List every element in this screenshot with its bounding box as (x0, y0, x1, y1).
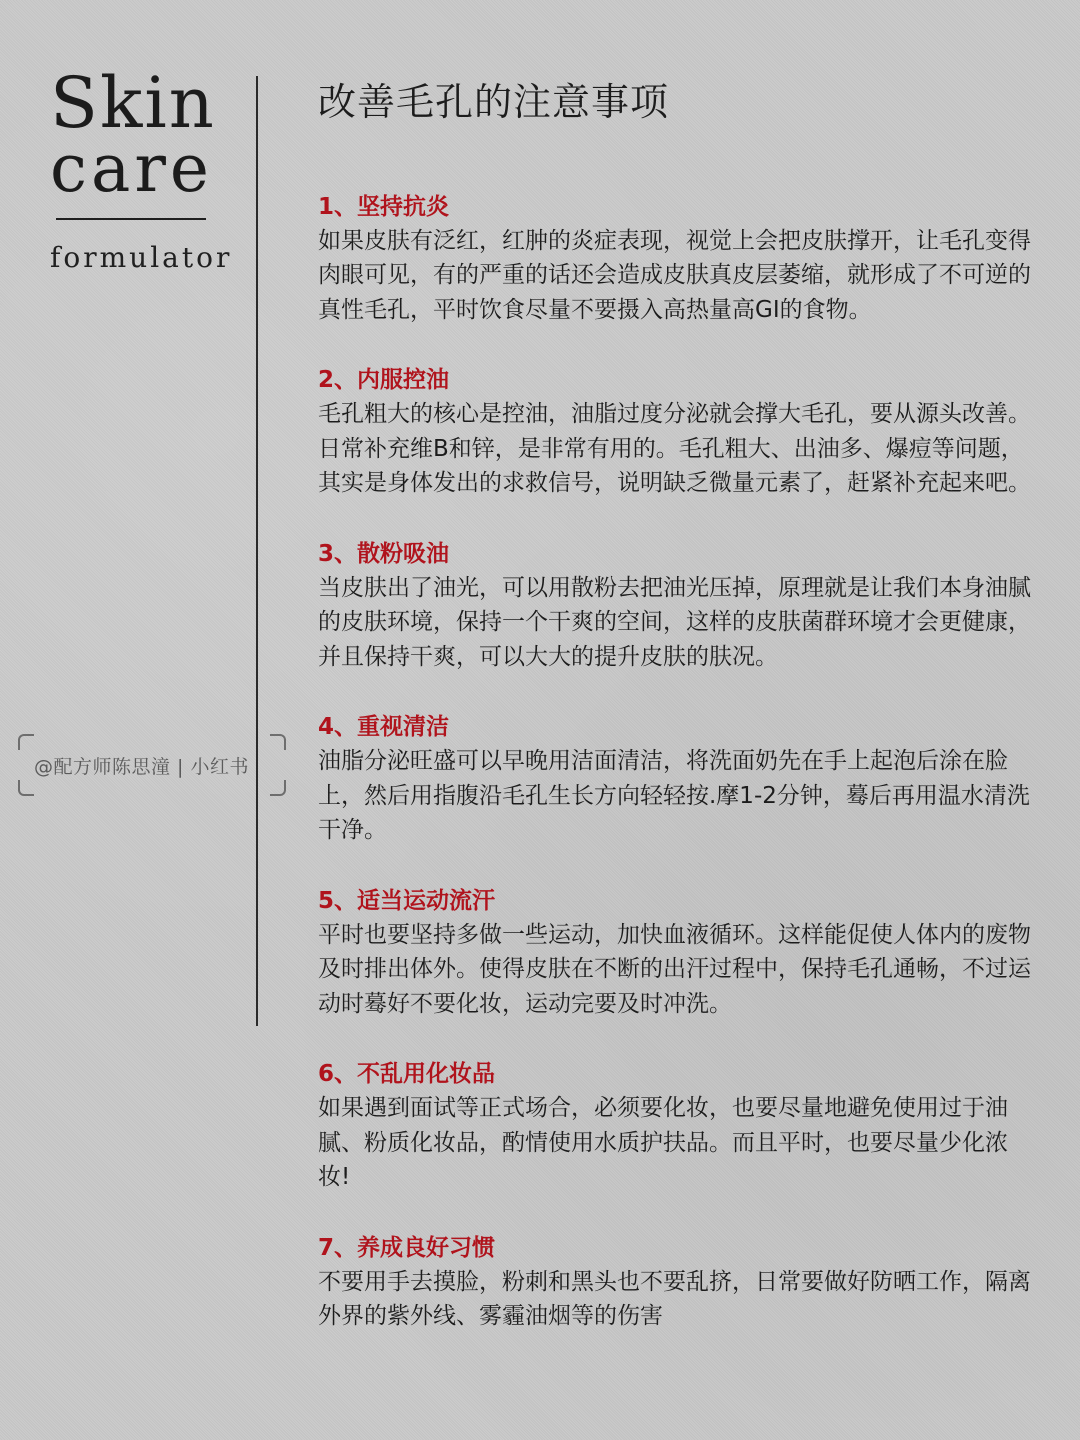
tip-body: 油脂分泌旺盛可以早晚用洁面清洁，将洗面奶先在手上起泡后涂在脸上，然后用指腹沿毛孔生长方向轻轻按.摩1-2分钟，蓦后再用温水清洗干净。 (318, 748, 1030, 844)
tip-item (318, 190, 1038, 328)
tip-heading: 4、重视清洁 (318, 714, 450, 741)
watermark (18, 734, 286, 796)
tip-item (318, 1057, 1038, 1195)
watermark-corner-top-right (270, 734, 286, 750)
tip-item (318, 363, 1038, 501)
brand-panel (0, 0, 256, 1440)
tip-body: 毛孔粗大的核心是控油，油脂过度分泌就会撑大毛孔，要从源头改善。日常补充维B和锌，是非常有用的。毛孔粗大、出油多、爆痘等问题，其实是身体发出的求救信号，说明缺乏微量元素了，赶紧补充起来吧。 (318, 401, 1031, 497)
tip-heading: 3、散粉吸油 (318, 540, 450, 567)
tip-body: 不要用手去摸脸，粉刺和黑头也不要乱挤，日常要做好防晒工作，隔离外界的紫外线、雾霾油烟等的伤害 (318, 1268, 1031, 1330)
tip-body: 当皮肤出了油光，可以用散粉去把油光压掉，原理就是让我们本身油腻的皮肤环境，保持一个干爽的空间，这样的皮肤菌群环境才会更健康，并且保持干爽，可以大大的提升皮肤的肤况。 (318, 574, 1031, 670)
tip-body: 如果皮肤有泛红，红肿的炎症表现，视觉上会把皮肤撑开，让毛孔变得肉眼可见，有的严重的话还会造成皮肤真皮层萎缩，就形成了不可逆的真性毛孔，平时饮食尽量不要摄入高热量高GI的食物。 (318, 227, 1031, 323)
tip-item (318, 537, 1038, 675)
tip-heading: 1、坚持抗炎 (318, 193, 450, 220)
watermark-corner-bottom-left (18, 780, 34, 796)
watermark-text: @配方师陈思潼 | 小红书 (34, 756, 249, 778)
vertical-divider (256, 76, 258, 1026)
page-title: 改善毛孔的注意事项 (318, 80, 670, 124)
tip-body: 如果遇到面试等正式场合，必须要化妆，也要尽量地避免使用过于油腻、粉质化妆品，酌情使用水质护扶品。而且平时，也要尽量少化浓妆! (318, 1095, 1008, 1191)
tip-heading: 6、不乱用化妆品 (318, 1061, 496, 1088)
tip-body: 平时也要坚持多做一些运动，加快血液循环。这样能促使人体内的废物及时排出体外。使得皮肤在不断的出汗过程中，保持毛孔通畅，不过运动时蓦好不要化妆，运动完要及时冲洗。 (318, 921, 1031, 1017)
brand-title-care: care (50, 130, 213, 207)
tip-item (318, 710, 1038, 848)
tip-item (318, 1231, 1038, 1334)
brand-title-skin: Skin (50, 62, 216, 144)
tip-heading: 2、内服控油 (318, 367, 450, 394)
brand-tagline: formulator (50, 241, 233, 274)
watermark-corner-top-left (18, 734, 34, 750)
tip-heading: 7、养成良好习惯 (318, 1234, 496, 1261)
brand-underline (56, 218, 206, 220)
tip-item (318, 884, 1038, 1022)
tip-heading: 5、适当运动流汗 (318, 887, 496, 914)
watermark-corner-bottom-right (270, 780, 286, 796)
main-content (318, 80, 1038, 1370)
